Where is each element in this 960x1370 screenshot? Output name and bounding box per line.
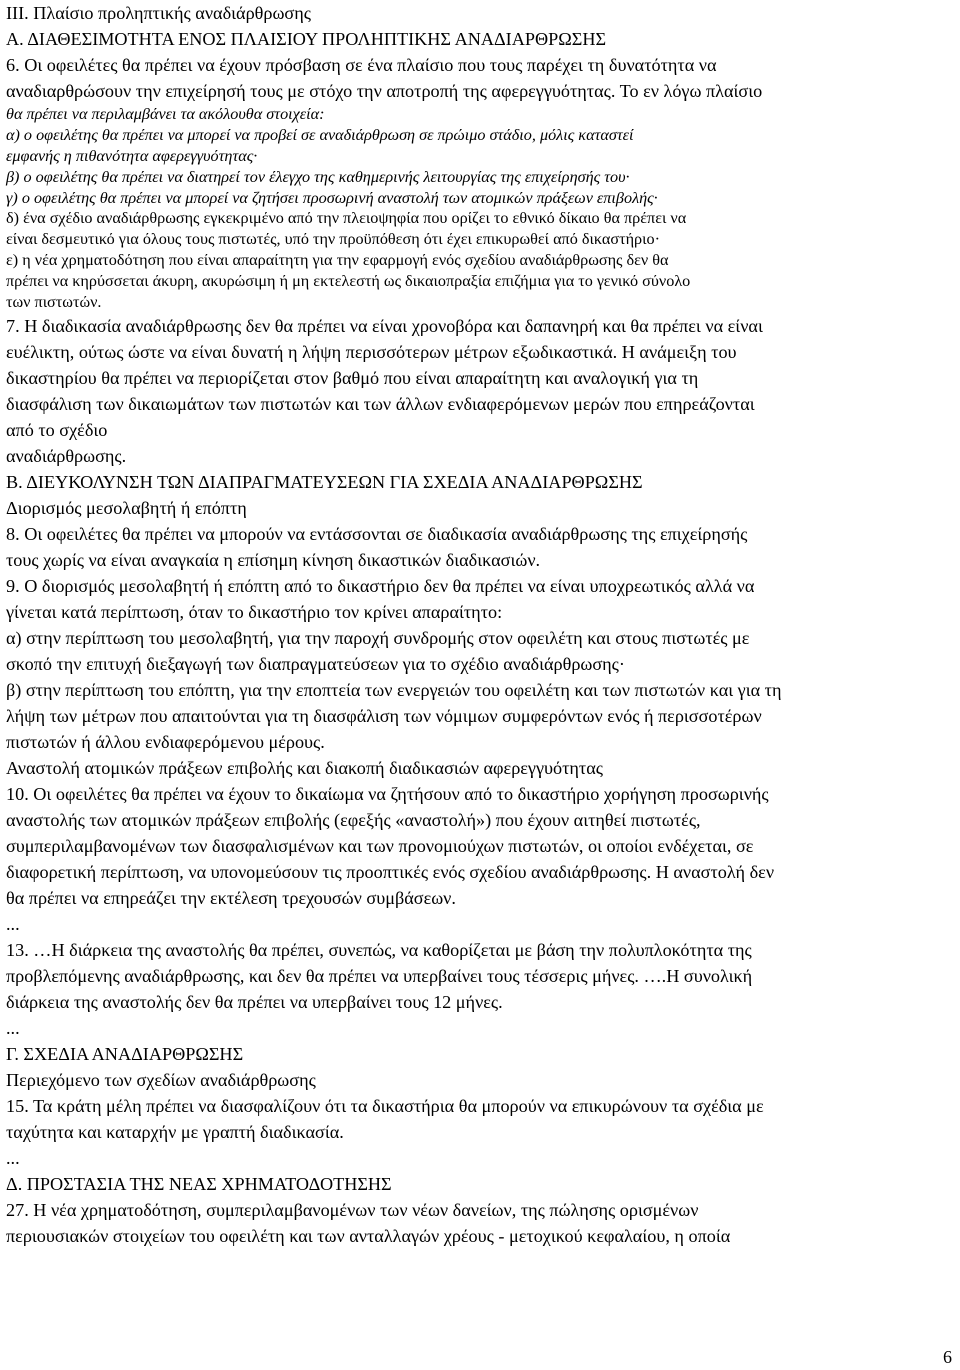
subsection-heading: Γ. ΣΧΕΔΙΑ ΑΝΑΔΙΑΡΘΡΩΣΗΣ [6,1043,244,1064]
paragraph-line: γίνεται κατά περίπτωση, όταν το δικαστήριο τον κρίνει απαραίτητο: [6,601,503,622]
paragraph-line: 9. Ο διορισμός μεσολαβητή ή επόπτη από το δικαστήριο δεν θα πρέπει να είναι υποχρεωτικός αλλά να [6,575,755,596]
paragraph-line: προβλεπόμενης αναδιάρθρωσης, και δεν θα πρέπει να υπερβαίνει τους τέσσερις μήνες. ….Η συνολική [6,965,753,986]
paragraph-line: αναδιάρθρωσης. [6,445,127,466]
paragraph-line: των πιστωτών. [6,293,102,312]
paragraph-line: 7. Η διαδικασία αναδιάρθρωσης δεν θα πρέπει να είναι χρονοβόρα και δαπανηρή και θα πρέπει να είναι [6,315,763,336]
subsection-heading: Δ. ΠΡΟΣΤΑΣΙΑ ΤΗΣ ΝΕΑΣ ΧΡΗΜΑΤΟΔΟΤΗΣΗΣ [6,1173,392,1194]
paragraph-line: 15. Τα κράτη μέλη πρέπει να διασφαλίζουν ότι τα δικαστήρια θα μπορούν να επικυρώνουν τα σχέδια με [6,1095,764,1116]
subheading: Αναστολή ατομικών πράξεων επιβολής και διακοπή διαδικασιών αφερεγγυότητας [6,757,603,778]
paragraph-line: δικαστηρίου θα πρέπει να περιορίζεται στον βαθμό που είναι απαραίτητη και αναλογική για τη [6,367,699,388]
paragraph-line: αναδιαρθρώσουν την επιχείρησή τους με στόχο την αποτροπή της αφερεγγυότητας. Το εν λόγω πλαίσιο [6,81,763,101]
paragraph-line: β) στην περίπτωση του επόπτη, για την εποπτεία των ενεργειών του οφειλέτη και των πιστωτών και για τη [6,679,782,700]
subheading: Διορισμός μεσολαβητή ή επόπτη [6,497,247,518]
page-number: 6 [943,1347,952,1367]
ellipsis: ... [6,913,20,934]
paragraph-line: διασφάλιση των δικαιωμάτων των πιστωτών και των άλλων ενδιαφερόμενων μερών που επηρεάζονται [6,393,755,414]
section-heading: III. Πλαίσιο προληπτικής αναδιάρθρωσης [6,3,311,23]
subheading: Περιεχόμενο των σχεδίων αναδιάρθρωσης [6,1069,316,1090]
paragraph-line: διαφορετική περίπτωση, να υπονομεύσουν τις προοπτικές ενός σχεδίου αναδιάρθρωσης. Η αναστολή δεν [6,861,775,882]
paragraph-line: από το σχέδιο [6,419,108,440]
paragraph-line: λήψη των μέτρων που απαιτούνται για τη διασφάλιση των νόμιμων συμφερόντων ενός ή περισσοτέρων [6,705,762,726]
document-page [6,0,954,1249]
paragraph-line: εμφανής η πιθανότητα αφερεγγυότητας· [6,146,258,165]
subsection-heading: Α. ΔΙΑΘΕΣΙΜΟΤΗΤΑ ΕΝΟΣ ΠΛΑΙΣΙΟΥ ΠΡΟΛΗΠΤΙΚΗΣ ΑΝΑΔΙΑΡΘΡΩΣΗΣ [6,29,607,49]
paragraph-line: πιστωτών ή άλλου ενδιαφερόμενου μέρους. [6,731,325,752]
paragraph-line: πρέπει να κηρύσσεται άκυρη, ακυρώσιμη ή μη εκτελεστή ως δικαιοπραξία επιζήμια για το γενικό σύνολο [6,272,691,291]
paragraph-line: α) ο οφειλέτης θα πρέπει να μπορεί να προβεί σε αναδιάρθρωση σε πρώιμο στάδιο, μόλις καταστεί [6,125,634,144]
paragraph-line: τους χωρίς να είναι αναγκαία η επίσημη κίνηση δικαστικών διαδικασιών. [6,549,541,570]
ellipsis: ... [6,1017,20,1038]
paragraph-line: θα πρέπει να επηρεάζει την εκτέλεση τρεχουσών συμβάσεων. [6,887,456,908]
ellipsis: ... [6,1147,20,1168]
paragraph-line: β) ο οφειλέτης θα πρέπει να διατηρεί τον έλεγχο της καθημερινής λειτουργίας της επιχείρησής του· [6,167,630,186]
paragraph-line: διάρκεια της αναστολής δεν θα πρέπει να υπερβαίνει τους 12 μήνες. [6,991,503,1012]
paragraph-line: 13. …Η διάρκεια της αναστολής θα πρέπει, συνεπώς, να καθορίζεται με βάση την πολυπλοκότητα της [6,939,752,960]
paragraph-line: δ) ένα σχέδιο αναδιάρθρωσης εγκεκριμένο από την πλειοψηφία που ορίζει το εθνικό δίκαιο θα πρέπει να [6,209,687,228]
paragraph-line: σκοπό την επιτυχή διεξαγωγή των διαπραγματεύσεων για το σχέδιο αναδιάρθρωσης· [6,653,625,674]
paragraph-line: α) στην περίπτωση του μεσολαβητή, για την παροχή συνδρομής στον οφειλέτη και στους πιστωτές με [6,627,750,648]
paragraph-line: 8. Οι οφειλέτες θα πρέπει να μπορούν να εντάσσονται σε διαδικασία αναδιάρθρωσης της επιχείρησής [6,523,748,544]
paragraph-line: γ) ο οφειλέτης θα πρέπει να μπορεί να ζητήσει προσωρινή αναστολή των ατομικών πράξεων επιβολής· [6,188,658,207]
paragraph-line: συμπεριλαμβανομένων των διασφαλισμένων και των προνομιούχων πιστωτών, οι οποίοι ενδέχεται, σε [6,835,754,856]
paragraph-line: ταχύτητα και καταρχήν με γραπτή διαδικασία. [6,1121,344,1142]
paragraph-line: θα πρέπει να περιλαμβάνει τα ακόλουθα στοιχεία: [6,105,325,123]
subsection-heading: Β. ΔΙΕΥΚΟΛΥΝΣΗ ΤΩΝ ΔΙΑΠΡΑΓΜΑΤΕΥΣΕΩΝ ΓΙΑ ΣΧΕΔΙΑ ΑΝΑΔΙΑΡΘΡΩΣΗΣ [6,471,643,492]
paragraph-line: 6. Οι οφειλέτες θα πρέπει να έχουν πρόσβαση σε ένα πλαίσιο που τους παρέχει τη δυνατότητα να [6,55,717,75]
italic-block [6,104,954,208]
paragraph-line: περιουσιακών στοιχείων του οφειλέτη και των ανταλλαγών χρέους - μετοχικού κεφαλαίου, η οποία [6,1225,731,1246]
paragraph-line: είναι δεσμευτικό για όλους τους πιστωτές, υπό την προϋπόθεση ότι έχει επικυρωθεί από δικαστήριο· [6,230,660,249]
paragraph-line: αναστολής των ατομικών πράξεων επιβολής (εφεξής «αναστολή») που έχουν αιτηθεί πιστωτές, [6,809,701,830]
paragraph-line: 27. Η νέα χρηματοδότηση, συμπεριλαμβανομένων των νέων δανείων, της πώλησης ορισμένων [6,1199,699,1220]
paragraph-line: ευέλικτη, ούτως ώστε να είναι δυνατή η λήψη περισσότερων μέτρων εξωδικαστικά. Η ανάμειξη του [6,341,737,362]
paragraph-line: ε) η νέα χρηματοδότηση που είναι απαραίτητη για την εφαρμογή ενός σχεδίου αναδιάρθρωσης δεν θα [6,251,669,270]
paragraph-line: 10. Οι οφειλέτες θα πρέπει να έχουν το δικαίωμα να ζητήσουν από το δικαστήριο χορήγηση προσωρινής [6,783,769,804]
